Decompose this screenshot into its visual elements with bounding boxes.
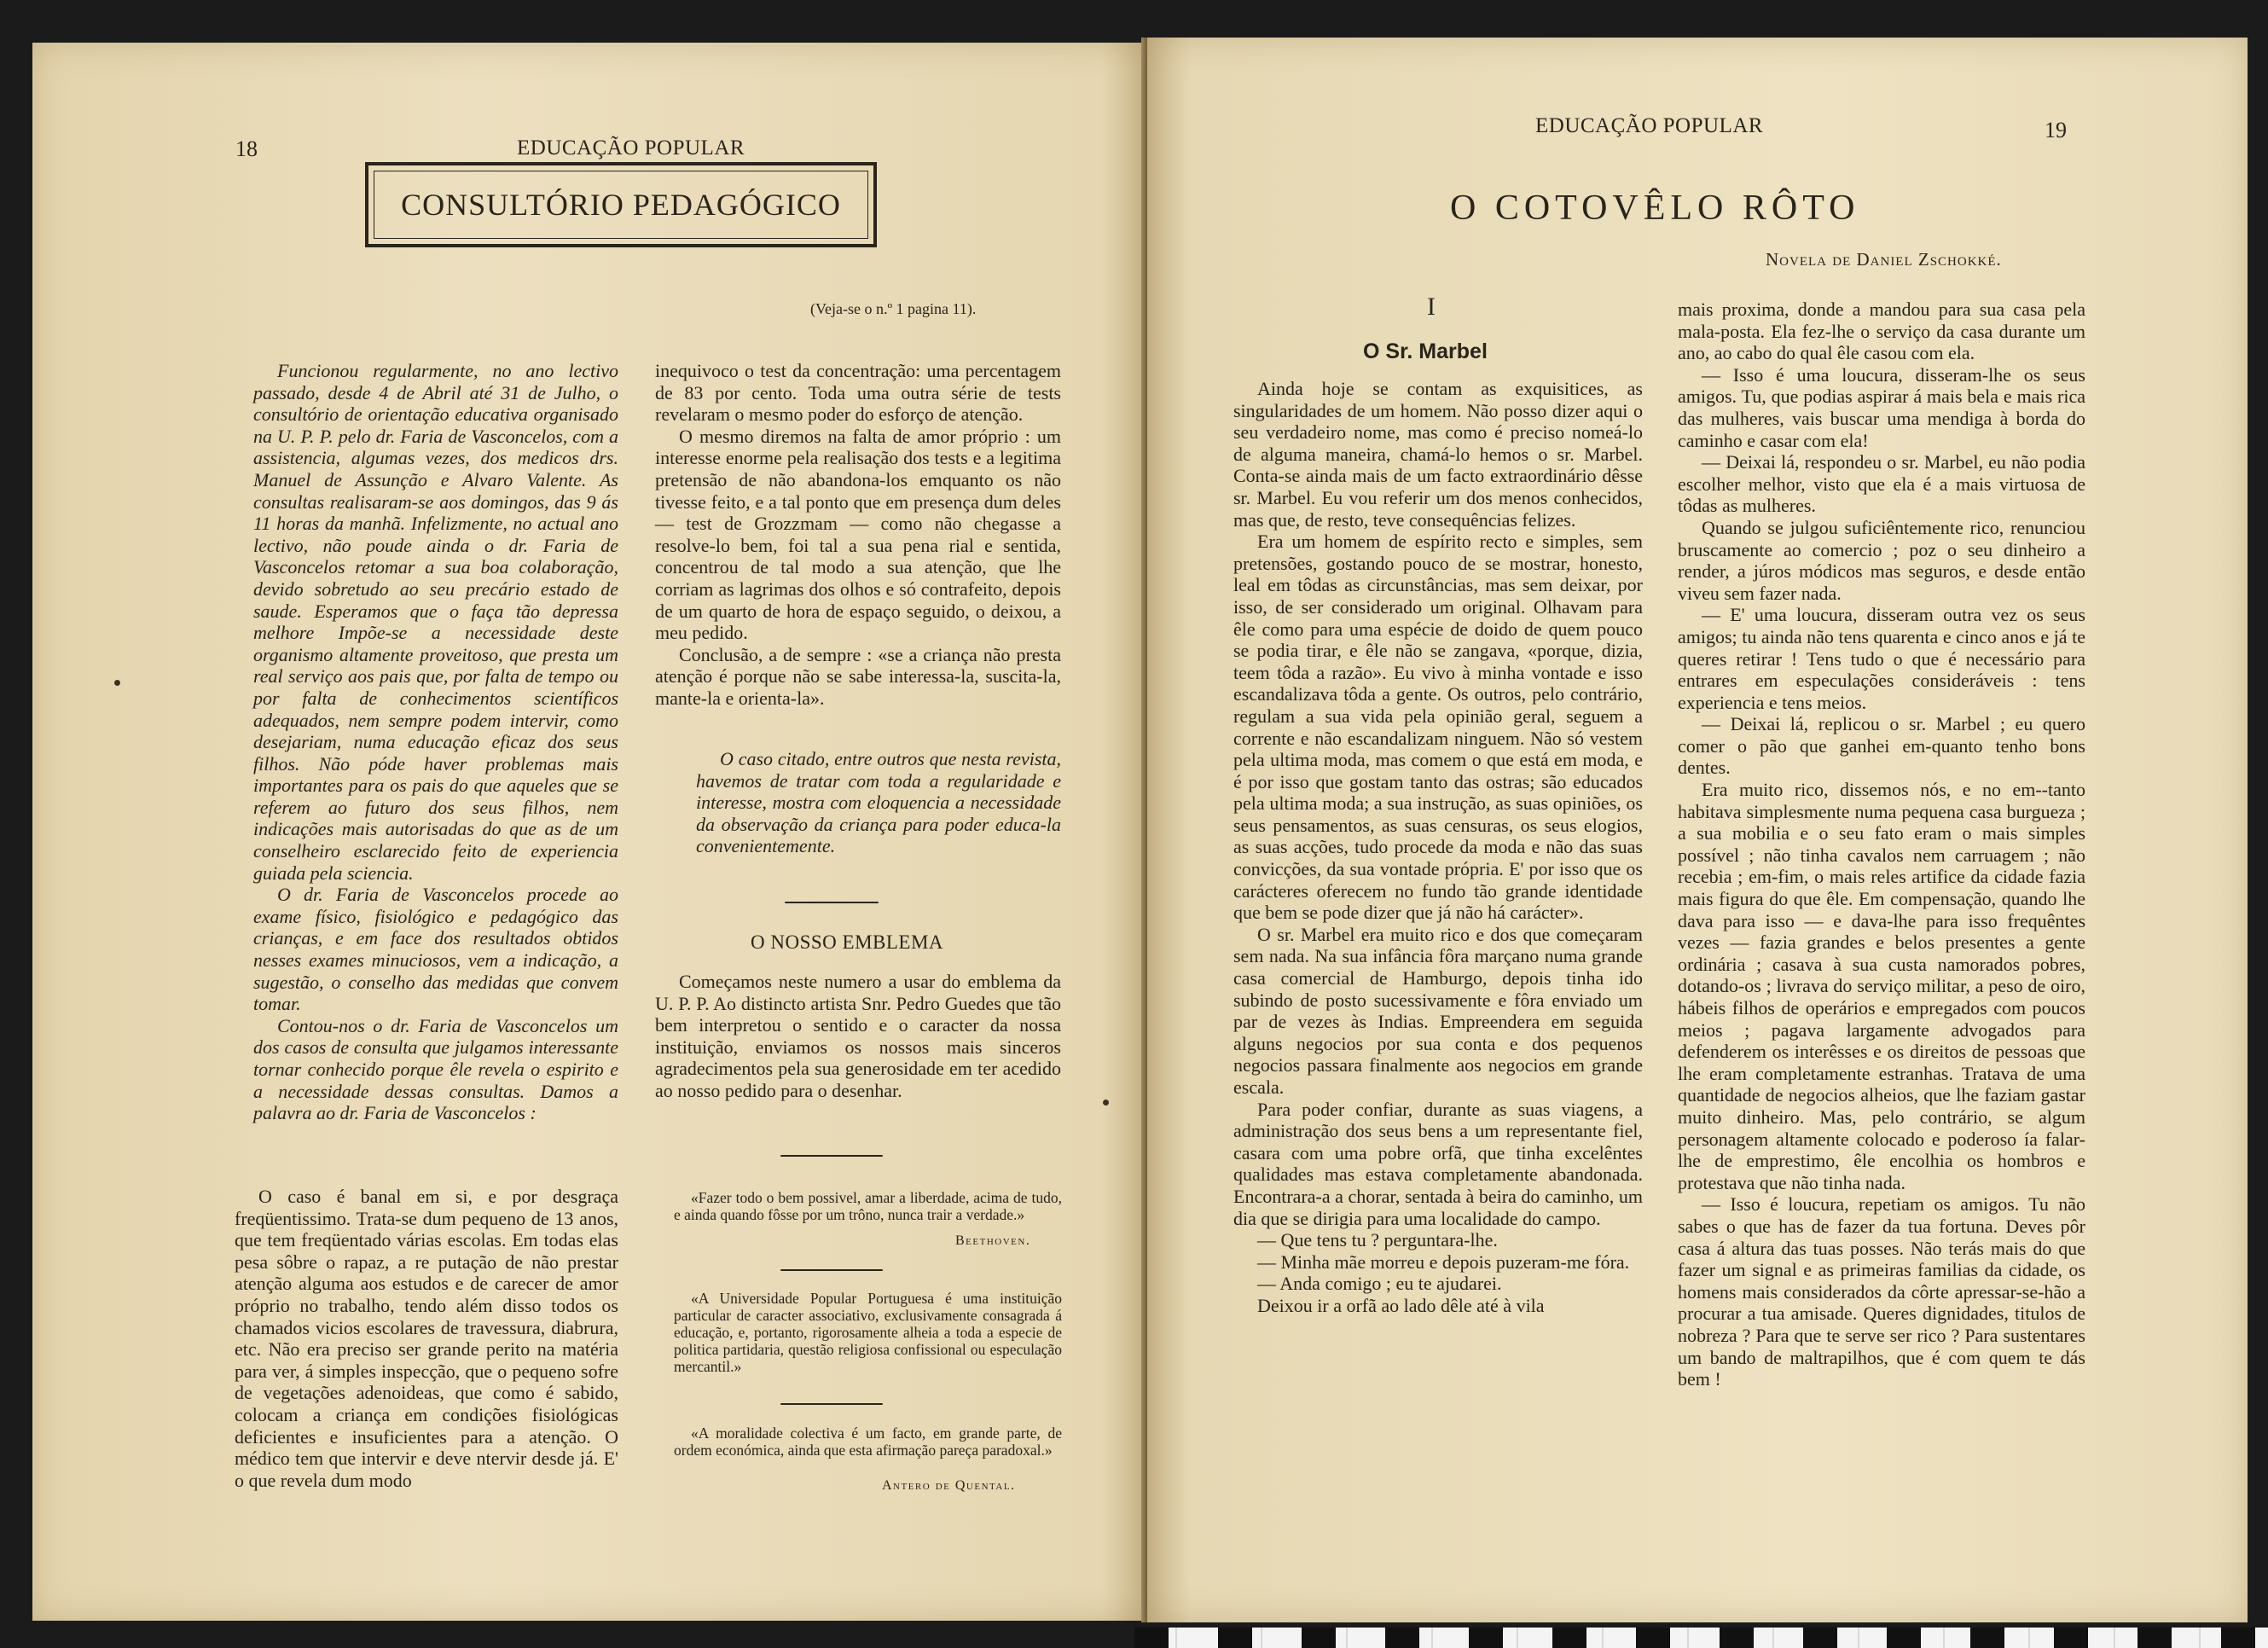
ruler-mark	[1302, 1628, 1336, 1648]
separator-rule	[780, 1403, 883, 1405]
case-paragraph: O caso é banal em si, e por desgraça freqüentissimo. Trata-se dum pequeno de 13 anos, que tem freqüentado várias escolas. Em todas elas pesa sôbre o rapaz, a re putação de não prestar atenção alguma aos estudos e de carecer de amor próprio no trabalho, tendo além disso todos os chamados vicios escolares de travessura, diabrura, etc. Não era preciso ser grande perito na matéria para ver, á simples inspecção, que o pequeno sofre de vegetações adenoideas, que como é sabido, colocam a criança em condições fisiológicas deficientes e insuficientes para a atenção. O médico tem que intervir e deve ntervir desde já. E' o que revela dum modo	[235, 1186, 618, 1491]
story-paragraph: — Minha mãe morreu e depois puzeram-me fóra.	[1257, 1251, 1630, 1273]
ruler-mark	[1970, 1628, 2004, 1648]
upp-quote	[674, 1290, 1062, 1375]
separator-rule	[785, 902, 879, 903]
chapter-number: I	[1427, 293, 1436, 321]
left-col1-intro	[253, 360, 618, 1124]
separator-rule	[780, 1269, 883, 1271]
quote-text: «A moralidade colectiva é um facto, em grande parte, de ordem económica, ainda que esta afirmação pareça paradoxal.»	[674, 1425, 1062, 1459]
beethoven-quote	[674, 1189, 1062, 1223]
quote-author-beethoven: Beethoven.	[955, 1233, 1031, 1248]
intro-paragraph-1: Funcionou regularmente, no ano lectivo passado, desde 4 de Abril até 31 de Julho, o consultório de orientação educativa organisado na U. P. P. pelo dr. Faria de Vasconcelos, com a assistencia, algumas vezes, dos medicos drs. Manuel de Assunção e Alvaro Valente. As consultas realisaram-se aos domingos, das 9 ás 11 horas da manhã. Infelizmente, no actual ano lectivo, não poude ainda o dr. Faria de Vasconcelos retomar a sua boa colaboração, devido sobretudo ao seu precário estado de saude. Esperamos que o faça tão depressa melhore Impõe-se a necessidade deste organismo altamente proveitoso, que presta um real serviço aos pais que, por falta de tempo ou por falta de conhecimentos scientíficos adequados, nem sempre podem intervir, como desejariam, numa educação eficaz dos seus filhos. Não póde haver problemas mais importantes para os pais do que aqueles que se referem ao futuro dos seus filhos, nem indicações mais autorisadas do que as de um conselheiro esclarecido feito de experiencia guiada pela sciencia.	[253, 360, 618, 884]
story-paragraph: Para poder confiar, durante as suas viagens, a administração dos seus bens a um representante fiel, casara com uma pobre orfã, que tinha excelêntes qualidades mas estava completamente abandonada. Encontrara-a a chorar, sentada à beira do caminho, um dia que se dirigia para uma localidade do campo.	[1233, 1098, 1643, 1229]
left-page-number: 18	[235, 136, 258, 161]
story-paragraph: — Isso é loucura, repetiam os amigos. Tu não sabes o que has de fazer da tua fortuna. Deves pôr casa á altura das tuas posses. Não terás mais do que fazer um signal e as primeiras familias da cidade, os homens mais considerados da côrte apressar-se-hão a procurar a tua amisade. Queres dignidades, titulos de nobreza ? Para que te serve ser rico ? Para sustentares um bando de maltrapilhos, que é com quem te dás bem !	[1678, 1193, 2085, 1390]
ruler-mark	[1803, 1628, 1837, 1648]
chapter-title: O Sr. Marbel	[1363, 339, 1488, 363]
paper-speck	[114, 680, 120, 686]
separator-rule	[780, 1155, 883, 1157]
story-paragraph: — E' uma loucura, disseram outra vez os seus amigos; tu ainda não tens quarenta e cinco anos e já te queres retirar ! Tens tudo o que é necessário para entrares em especulações consideráveis : tens experiencia e tens meios.	[1678, 604, 2085, 713]
ruler-mark	[1385, 1628, 1419, 1648]
col2-paragraph-2: O mesmo diremos na falta de amor próprio : um interesse enorme pela realisação dos tests e a legitima pretensão de não abandona-los emquanto os não tivesse feito, e a tal ponto que em presença dum deles — test de Grozzmam — como não chegasse a resolve-lo bem, foi tal a sua pena rial e sentida, concentrou de tal modo a sua atenção, que lhe corriam as lagrimas dos olhos e só contrafeito, depois de um quarto de hora de espaço seguido, o deixou, a meu pedido.	[655, 425, 1061, 644]
ruler-mark	[1469, 1628, 1503, 1648]
right-col2-body	[1678, 299, 2085, 1390]
story-subtitle: Novela de Daniel Zschokké.	[1766, 249, 2002, 270]
ruler-mark	[1720, 1628, 1754, 1648]
ruler-mark	[2221, 1628, 2255, 1648]
quote-author-antero: Antero de Quental.	[882, 1478, 1016, 1493]
left-col2-italic-note	[696, 748, 1061, 857]
ruler-mark	[1552, 1628, 1586, 1648]
consultorio-title: CONSULTÓRIO PEDAGÓGICO	[374, 171, 868, 239]
scan-ruler	[1134, 1628, 2268, 1648]
ruler-mark	[1636, 1628, 1670, 1648]
reference-note: (Veja-se o n.º 1 pagina 11).	[810, 300, 977, 317]
quote-text: «A Universidade Popular Portuguesa é uma instituição particular de caracter associativo, exclusivamente consagrada á educação, e, portanto, rigorosamente alheia a toda a especie de politica partidaria, questão religiosa confissional ou especulação mercantil.»	[674, 1290, 1062, 1375]
quote-text: «Fazer todo o bem possivel, amar a liberdade, acima de tudo, e ainda quando fôsse por um trôno, nunca trair a verdade.»	[674, 1189, 1062, 1223]
story-paragraph: Quando se julgou suficiêntemente rico, renunciou bruscamente ao comercio ; poz o seu dinheiro a render, a júros módicos mas seguros, e desde então viveu sem fazer nada.	[1678, 516, 2085, 604]
left-col2-body	[655, 360, 1061, 710]
ruler-mark	[2054, 1628, 2088, 1648]
right-col1-body	[1233, 378, 1643, 1317]
right-running-head: EDUCAÇÃO POPULAR	[1535, 114, 1764, 137]
ruler-mark	[1218, 1628, 1252, 1648]
intro-paragraph-2: O dr. Faria de Vasconcelos procede ao exame físico, fisiológico e pedagógico das crianças, e em face dos resultados obtidos nesses exames minuciosos, vem a indicação, a sugestão, o conselho das medidas que convem tomar.	[253, 884, 618, 1015]
ruler-mark	[1887, 1628, 1921, 1648]
story-paragraph: O sr. Marbel era muito rico e dos que começaram sem nada. Na sua infância fôra marçano numa grande casa comercial de Hamburgo, depois tinha ido subindo de posto sucessivamente e fôra enviado um par de vezes às Indias. Empreendera em seguida alguns negocios por sua conta e dos pequenos negocios passara finalmente aos negocios em grande escala.	[1233, 923, 1643, 1098]
story-paragraph: mais proxima, donde a mandou para sua casa pela mala-posta. Ela fez-lhe o serviço da casa durante um ano, ao cabo do qual êle casou com ela.	[1678, 299, 2085, 364]
story-paragraph: Era muito rico, dissemos nós, e no em--tanto habitava simplesmente numa pequena casa burgueza ; a sua mobilia e o seu fato eram o mais simples possível ; não tinha cavalos nem carruagem ; não recebia ; em-fim, o mais reles artifice da cidade fazia mais figura do que êle. Em compensação, quando lhe dava para isso — e dava-lhe para isso frequêntes vezes — fazia grandes e belos presentes a gente ordinária ; casava à sua custa namorados pobres, dotando-os ; livrava do serviço militar, a peso de oiro, hábeis filhos de operários e empregados com poucos meios ; pagava largamente advogados para defenderem os interêsses e os direitos de pessoas que lhe eram completamente estranhas. Tratava de uma quantidade de negocios alheios, que lhe faziam gastar muito dinheiro. Mas, pelo contrário, se algum personagem altamente colocado e poderoso ía falar-lhe de emprestimo, êle encolhia os hombros e protestava que não tinha nada.	[1678, 779, 2085, 1193]
ruler-mark	[1134, 1628, 1169, 1648]
left-running-head: EDUCAÇÃO POPULAR	[517, 136, 745, 160]
paper-speck	[1103, 1100, 1109, 1105]
story-paragraph: Era um homem de espírito recto e simples, sem pretensões, gostando pouco de se mostrar, honesto, leal em tôdas as circunstâncias, mas sem deixar, por isso, de ser considerado um original. Olhavam para êle como para uma espécie de doido de quem pouco se podia tirar, e êle não se zangava, «porque, dizia, teem tôda a razão». Eu vivo à minha vontade e isso escandalizava tôda a gente. Os outros, pelo contrário, regulam a sua vida pela opinião geral, seguem a corrente e não escandalizam ninguem. Não só vestem pela ultima moda, mas comem o que está em moda, e é por isso que gostam tanto das ostras; são educados pela ultima moda; a sua instrução, as suas opiniões, os seus pensamentos, as suas censuras, os seus elogios, as suas acções, tudo procede da moda e não das suas convicções, da sua vontade própria. E' por isso que os carácteres oferecem no fundo tão grande identidade que bem se pode dizer que já não há carácter».	[1233, 531, 1643, 924]
left-col1-body	[235, 1186, 618, 1491]
intro-paragraph-3: Contou-nos o dr. Faria de Vasconcelos um dos casos de consulta que julgamos interessante tornar conhecido porque êle revela o espirito e a necessidade dessas consultas. Damos a palavra ao dr. Faria de Vasconcelos :	[253, 1014, 618, 1124]
col2-paragraph-3: Conclusão, a de sempre : «se a criança não presta atenção é porque não se sabe interessa-la, suscita-la, mante-la e orienta-la».	[655, 643, 1061, 709]
col2-paragraph-1: inequivoco o test da concentração: uma percentagem de 83 por cento. Toda uma outra série de tests revelaram o mesmo poder do esforço de atenção.	[655, 360, 1061, 426]
ruler-mark	[2137, 1628, 2172, 1648]
emblem-heading: O NOSSO EMBLEMA	[751, 931, 944, 953]
story-paragraph: Deixou ir a orfã ao lado dêle até à vila	[1257, 1294, 1545, 1316]
antero-quote	[674, 1425, 1062, 1459]
emblem-body	[655, 971, 1061, 1102]
right-page-number: 19	[2045, 118, 2067, 142]
story-paragraph: — Que tens tu ? perguntara-lhe.	[1257, 1229, 1498, 1251]
story-title: O COTOVÊLO RÔTO	[1450, 189, 1860, 228]
story-paragraph: — Deixai lá, replicou o sr. Marbel ; eu quero comer o pão que ganhei em-quanto tenho bons dentes.	[1678, 713, 2085, 779]
consultorio-title-box	[365, 162, 877, 247]
emblem-paragraph: Começamos neste numero a usar do emblema da U. P. P. Ao distincto artista Snr. Pedro Guedes que tão bem interpretou o sentido e o caracter da nossa instituição, enviamos os nossos mais sinceros agradecimentos pela sua generosidade em ter acedido ao nosso pedido para o desenhar.	[655, 971, 1061, 1101]
story-paragraph: Ainda hoje se contam as exquisitices, as singularidades de um homem. Não posso dizer aqui o seu verdadeiro nome, mas como é preciso nomeá-lo de alguma maneira, chamá-lo hemos o sr. Marbel. Conta-se ainda mais de um facto extraordinário dêsse sr. Marbel. Eu vou referir um dos menos conhecidos, mas que, de resto, teve consequências felizes.	[1233, 378, 1643, 531]
story-paragraph: — Anda comigo ; eu te ajudarei.	[1257, 1273, 1502, 1295]
italic-note-paragraph: O caso citado, entre outros que nesta revista, havemos de tratar com toda a regularidade e interesse, mostra com eloquencia a necessidade da observação da criança para poder educa-la convenientemente.	[696, 748, 1061, 857]
story-paragraph: — Isso é uma loucura, disseram-lhe os seus amigos. Tu, que podias aspirar á mais bela e mais rica das mulheres, vais buscar uma mendiga à borda do caminho e casar com ela!	[1678, 363, 2085, 451]
story-paragraph: — Deixai lá, respondeu o sr. Marbel, eu não podia escolher melhor, visto que ela é a mais virtuosa de tôdas as mulheres.	[1678, 451, 2085, 517]
